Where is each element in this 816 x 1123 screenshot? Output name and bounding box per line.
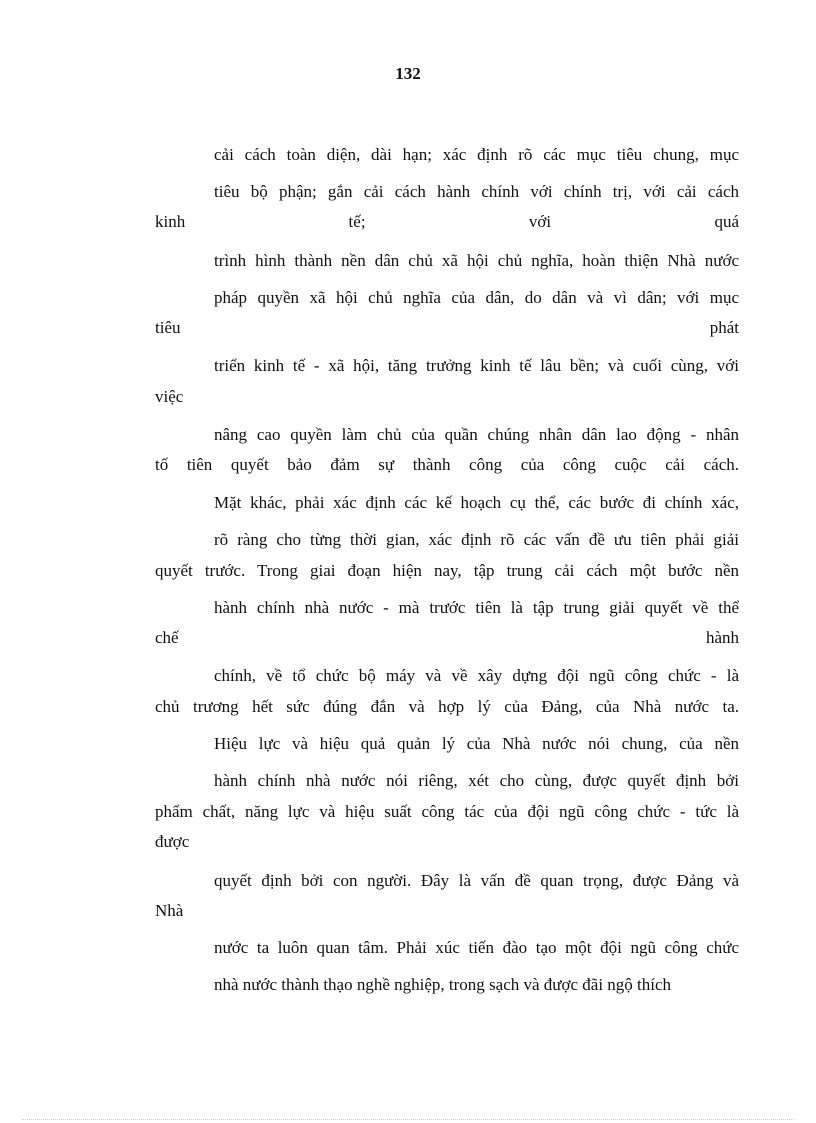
text-line: hành chính nhà nước - mà trước tiên là tập trung giải quyết về thể <box>214 598 739 617</box>
text-line: việc <box>155 387 184 406</box>
text-line: nhà nước thành thạo nghề nghiệp, trong sạch và được đãi ngộ thích <box>214 975 672 994</box>
text-line: trình hình thành nền dân chủ xã hội chủ nghĩa, hoàn thiện Nhà nước <box>214 251 739 270</box>
text-line: nâng cao quyền làm chủ của quần chúng nhân dân lao động - nhân <box>214 425 739 444</box>
text-line: triển kinh tế - xã hội, tăng trưởng kinh tế lâu bền; và cuối cùng, với <box>214 356 739 375</box>
text-line: Mặt khác, phải xác định các kế hoạch cụ thể, các bước đi chính xác, <box>214 493 739 512</box>
text-line: Hiệu lực và hiệu quả quản lý của Nhà nước nói chung, của nền <box>214 734 739 753</box>
text-line: quyết trước. Trong giai đoạn hiện nay, tập trung cải cách một bước nền <box>155 561 739 580</box>
text-line: tiêu bộ phận; gắn cải cách hành chính với chính trị, với cải cách <box>214 182 739 201</box>
text-line: kinh tế; với quá <box>155 212 739 231</box>
text-line: nước ta luôn quan tâm. Phải xúc tiến đào tạo một đội ngũ công chức <box>214 938 739 957</box>
text-line: được <box>155 832 190 851</box>
page-number: 132 <box>395 64 421 83</box>
text-line: tiêu phát <box>155 318 739 337</box>
text-line: cải cách toàn diện, dài hạn; xác định rõ các mục tiêu chung, mục <box>214 145 739 164</box>
page-bottom-rule <box>22 1119 794 1120</box>
text-line: tố tiên quyết bảo đảm sự thành công của công cuộc cải cách. <box>155 455 739 474</box>
text-line: quyết định bởi con người. Đây là vấn đề quan trọng, được Đảng và <box>214 871 739 890</box>
text-line: Nhà <box>155 901 184 920</box>
text-line: phẩm chất, năng lực và hiệu suất công tác của đội ngũ công chức - tức là <box>155 802 739 821</box>
text-line: chế hành <box>155 628 739 647</box>
text-line: hành chính nhà nước nói riêng, xét cho cùng, được quyết định bởi <box>214 771 739 790</box>
text-line: chủ trương hết sức đúng đắn và hợp lý của Đảng, của Nhà nước ta. <box>155 697 739 716</box>
text-line: rõ ràng cho từng thời gian, xác định rõ các vấn đề ưu tiên phải giải <box>214 530 739 549</box>
text-line: pháp quyền xã hội chủ nghĩa của dân, do dân và vì dân; với mục <box>214 288 739 307</box>
text-line: chính, về tổ chức bộ máy và về xây dựng đội ngũ công chức - là <box>214 666 739 685</box>
